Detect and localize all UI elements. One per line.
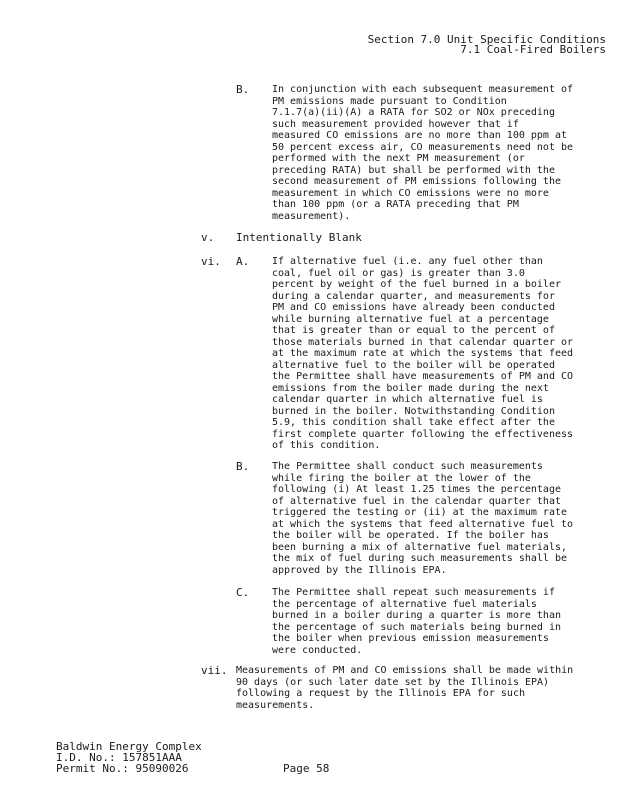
item-vi-b-label: B.	[236, 460, 250, 473]
text-line: second measurement of PM emissions following the	[272, 176, 561, 187]
text-line: PM and CO emissions have already been conducted	[272, 302, 555, 313]
text-line: burned in the boiler. Notwithstanding Condition	[272, 405, 555, 417]
page-number: Page 58	[283, 762, 330, 775]
text-line: preceding RATA) but shall be performed with the	[272, 164, 555, 176]
text-line: If alternative fuel (i.e. any fuel other than	[272, 256, 543, 267]
section-header: Section 7.0 Unit Specific Conditions	[367, 33, 606, 46]
text-line: 7.1.7(a)(ii)(A) a RATA for SO2 or NOx preceding	[272, 107, 555, 118]
text-line: at which the systems that feed alternative fuel to	[272, 518, 574, 530]
item-vii-label: vii.	[201, 664, 228, 677]
text-line: than 100 ppm (or a RATA preceding that PM	[272, 199, 519, 210]
item-vi-label: vi.	[201, 255, 221, 268]
text-line: while firing the boiler at the lower of the	[272, 472, 531, 484]
text-line: measurement in which CO emissions were no more	[272, 187, 549, 199]
item-vi-a-text	[272, 256, 590, 452]
item-vi-b-text	[272, 461, 590, 576]
text-line: the mix of fuel during such measurements shall be	[272, 553, 568, 564]
text-line: following a request by the Illinois EPA for such	[236, 688, 525, 699]
text-line: that is greater than or equal to the percent of	[272, 325, 555, 336]
text-line: burned in a boiler during a quarter is more than	[272, 610, 561, 621]
text-line: emissions from the boiler made during the next	[272, 382, 549, 394]
text-line: 50 percent excess air, CO measurements need not be	[272, 141, 574, 153]
text-line: the percentage of alternative fuel materials	[272, 598, 537, 610]
subsection-header: 7.1 Coal-Fired Boilers	[460, 43, 606, 56]
text-line: those materials burned in that calendar quarter or	[272, 336, 574, 348]
item-b-label: B.	[236, 83, 250, 96]
footer-permit-number: Permit No.: 95090026	[56, 762, 189, 775]
text-line: such measurement provided however that if	[272, 118, 519, 130]
text-line: at the maximum rate at which the systems that feed	[272, 348, 574, 359]
text-line: the boiler when previous emission measurements	[272, 633, 549, 644]
text-line: performed with the next PM measurement (or	[272, 153, 525, 164]
text-line: coal, fuel oil or gas) is greater than 3.0	[272, 267, 525, 279]
text-line: The Permittee shall conduct such measurements	[272, 461, 543, 472]
text-line: 5.9, this condition shall take effect after the	[272, 417, 555, 428]
item-v-text: Intentionally Blank	[236, 231, 362, 244]
text-line: following (i) At least 1.25 times the percentage	[272, 484, 561, 495]
text-line: during a calendar quarter, and measurements for	[272, 290, 555, 302]
text-line: measurement).	[272, 210, 351, 222]
item-vi-c-text	[272, 587, 590, 656]
text-line: calendar quarter in which alternative fuel is	[272, 394, 543, 405]
text-line: of this condition.	[272, 440, 381, 451]
text-line: The Permittee shall repeat such measurements if	[272, 587, 555, 598]
text-line: PM emissions made pursuant to Condition	[272, 95, 507, 107]
text-line: Measurements of PM and CO emissions shall be made within	[236, 665, 574, 676]
item-vi-c-label: C.	[236, 586, 250, 599]
text-line: alternative fuel to the boiler will be operated	[272, 359, 555, 371]
text-line: measurements.	[236, 699, 315, 711]
text-line: the percentage of such materials being burned in	[272, 621, 561, 633]
text-line: the Permittee shall have measurements of PM and CO	[272, 371, 574, 382]
item-v-label: v.	[201, 231, 215, 244]
text-line: the boiler will be operated. If the boiler has	[272, 530, 549, 541]
text-line: measured CO emissions are no more than 100 ppm at	[272, 130, 568, 141]
text-line: percent by weight of the fuel burned in a boiler	[272, 279, 561, 290]
item-b-text	[272, 84, 590, 222]
text-line: first complete quarter following the effectiveness	[272, 428, 574, 440]
text-line: 90 days (or such later date set by the Illinois EPA)	[236, 676, 550, 688]
footer-id-number: I.D. No.: 157851AAA	[56, 751, 182, 764]
item-vi-a-label: A.	[236, 255, 250, 268]
text-line: In conjunction with each subsequent measurement of	[272, 84, 574, 95]
text-line: triggered the testing or (ii) at the maximum rate	[272, 507, 568, 518]
text-line: while burning alternative fuel at a percentage	[272, 313, 549, 325]
text-line: approved by the Illinois EPA.	[272, 564, 447, 576]
text-line: of alternative fuel in the calendar quarter that	[272, 495, 561, 507]
item-vii-text	[236, 665, 598, 711]
text-line: were conducted.	[272, 644, 363, 656]
footer-facility: Baldwin Energy Complex	[56, 740, 202, 753]
text-line: been burning a mix of alternative fuel materials,	[272, 541, 568, 553]
